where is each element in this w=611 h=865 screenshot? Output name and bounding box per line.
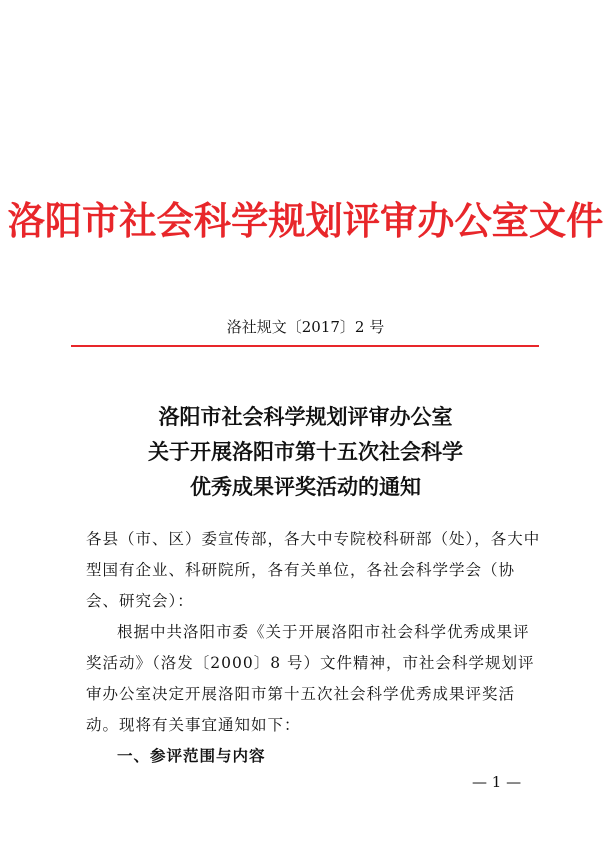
document-body [86,524,542,772]
title-line-3: 优秀成果评奖活动的通知 [190,475,421,499]
section-heading: 一、参评范围与内容 [117,747,266,765]
document-masthead: 洛阳市社会科学规划评审办公室文件 [7,199,604,243]
page-number: — 1 — [472,773,522,791]
title-line-1: 洛阳市社会科学规划评审办公室 [158,405,453,429]
title-line-2: 关于开展洛阳市第十五次社会科学 [148,440,463,464]
body-paragraph: 根据中共洛阳市委《关于开展洛阳市社会科学优秀成果评奖活动》（洛发〔2000〕8 号）文件精神，市社会科学规划评审办公室决定开展洛阳市第十五次社会科学优秀成果评奖活动。现将有关事宜通知如下： [86,623,535,734]
notice-title [0,400,611,505]
red-divider-rule [71,345,539,347]
recipients-paragraph: 各县（市、区）委宣传部，各大中专院校科研部（处），各大中型国有企业、科研院所，各有关单位，各社会科学学会（协会、研究会）： [86,530,541,610]
document-number: 洛社规文〔2017〕2 号 [226,318,385,336]
